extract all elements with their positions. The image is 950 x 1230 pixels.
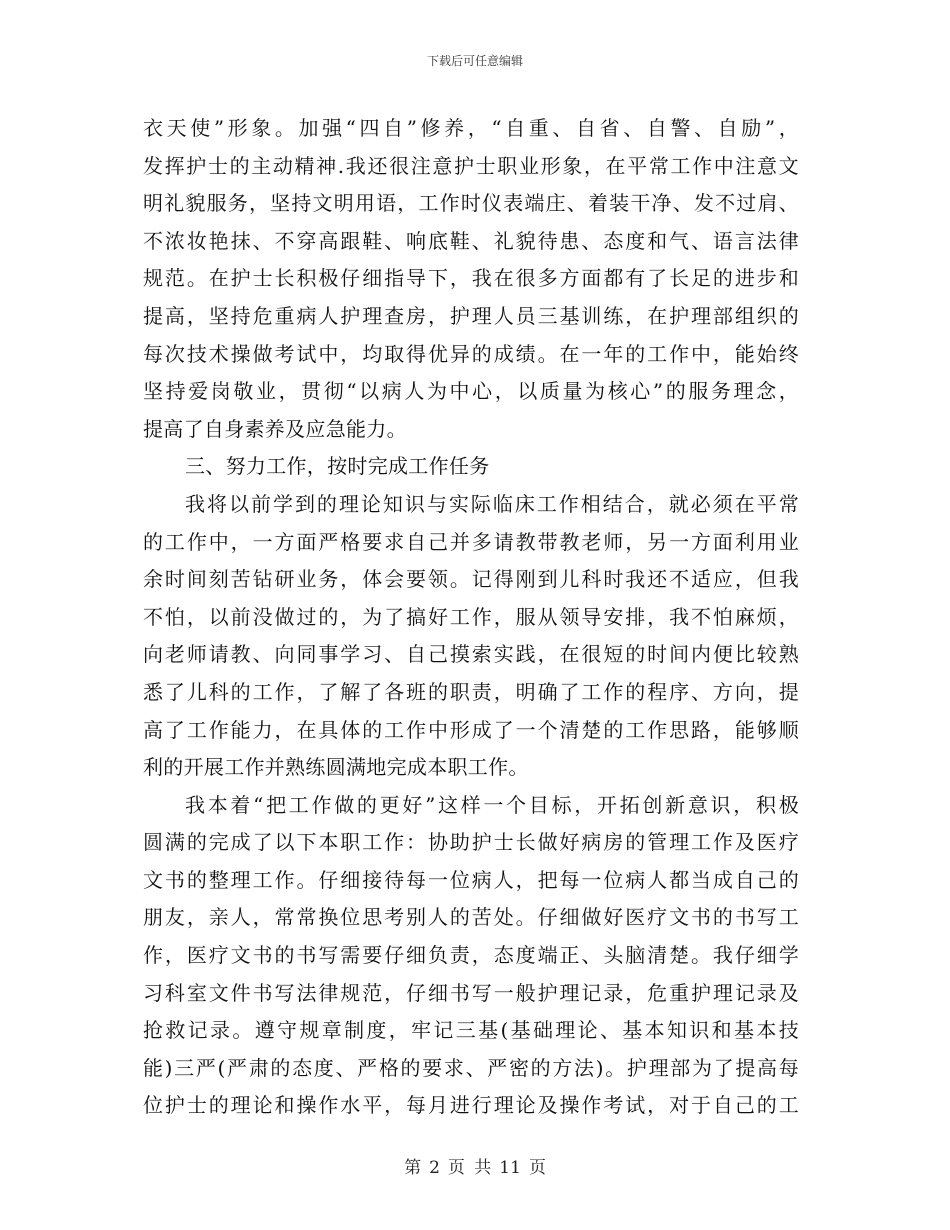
text-line: 文书的整理工作。仔细接待每一位病人，把每一位病人都当成自己的 (143, 867, 799, 892)
text-line: 提高了自身素养及应急能力。 (143, 416, 407, 441)
footer-total-pages: 11 (499, 1158, 521, 1178)
text-line: 明礼貌服务，坚持文明用语，工作时仪表端庄、着装干净、发不过肩、 (143, 191, 799, 216)
text-line: 衣天使”形象。加强“四自”修养，“自重、自省、自警、自励”， (143, 116, 799, 140)
page-footer (0, 1153, 950, 1178)
text-line: 我将以前学到的理论知识与实际临床工作相结合，就必须在平常 (185, 491, 799, 516)
text-line: 位护士的理论和操作水平，每月进行理论及操作考试，对于自己的工 (143, 1093, 799, 1118)
text-line: 作，医疗文书的书写需要仔细负责，态度端正、头脑清楚。我仔细学 (143, 943, 799, 968)
text-line: 利的开展工作并熟练圆满地完成本职工作。 (143, 755, 529, 780)
text-line: 习科室文件书写法律规范，仔细书写一般护理记录，危重护理记录及 (143, 980, 799, 1005)
text-line: 坚持爱岗敬业，贯彻“以病人为中心，以质量为核心”的服务理念， (143, 379, 799, 404)
text-line: 悉了儿科的工作，了解了各班的职责，明确了工作的程序、方向，提 (143, 679, 799, 704)
text-line: 向老师请教、向同事学习、自己摸索实践，在很短的时间内便比较熟 (143, 642, 799, 667)
text-line: 抢救记录。遵守规章制度，牢记三基(基础理论、基本知识和基本技 (143, 1018, 799, 1043)
text-line: 的工作中，一方面严格要求自己并多请教带教老师，另一方面利用业 (143, 529, 799, 554)
text-line: 朋友，亲人，常常换位思考别人的苦处。仔细做好医疗文书的书写工 (143, 905, 799, 930)
text-line: 每次技术操做考试中，均取得优异的成绩。在一年的工作中，能始终 (143, 341, 799, 366)
text-line: 圆满的完成了以下本职工作：协助护士长做好病房的管理工作及医疗 (143, 830, 799, 855)
text-line: 我本着“把工作做的更好”这样一个目标，开拓创新意识，积极 (185, 792, 799, 817)
footer-mid: 页 共 (447, 1158, 492, 1178)
footer-page-number: 2 (429, 1158, 440, 1178)
text-line: 发挥护士的主动精神.我还很注意护士职业形象，在平常工作中注意文 (143, 153, 799, 178)
text-line: 余时间刻苦钻研业务，体会要领。记得刚到儿科时我还不适应，但我 (143, 567, 799, 592)
text-line: 规范。在护士长积极仔细指导下，我在很多方面都有了长足的进步和 (143, 266, 799, 291)
footer-prefix: 第 (404, 1158, 422, 1178)
text-line: 能)三严(严肃的态度、严格的要求、严密的方法)。护理部为了提高每 (143, 1055, 799, 1080)
text-line: 提高，坚持危重病人护理查房，护理人员三基训练，在护理部组织的 (143, 303, 799, 328)
document-body (143, 110, 799, 1125)
text-line: 不浓妆艳抹、不穿高跟鞋、响底鞋、礼貌待患、态度和气、语言法律 (143, 228, 799, 253)
text-line: 三、努力工作，按时完成工作任务 (185, 454, 490, 479)
footer-suffix: 页 (528, 1158, 546, 1178)
text-line: 不怕，以前没做过的，为了搞好工作，服从领导安排，我不怕麻烦， (143, 604, 799, 629)
text-line: 高了工作能力，在具体的工作中形成了一个清楚的工作思路，能够顺 (143, 717, 799, 742)
page-header: 下载后可任意编辑 (426, 54, 523, 68)
